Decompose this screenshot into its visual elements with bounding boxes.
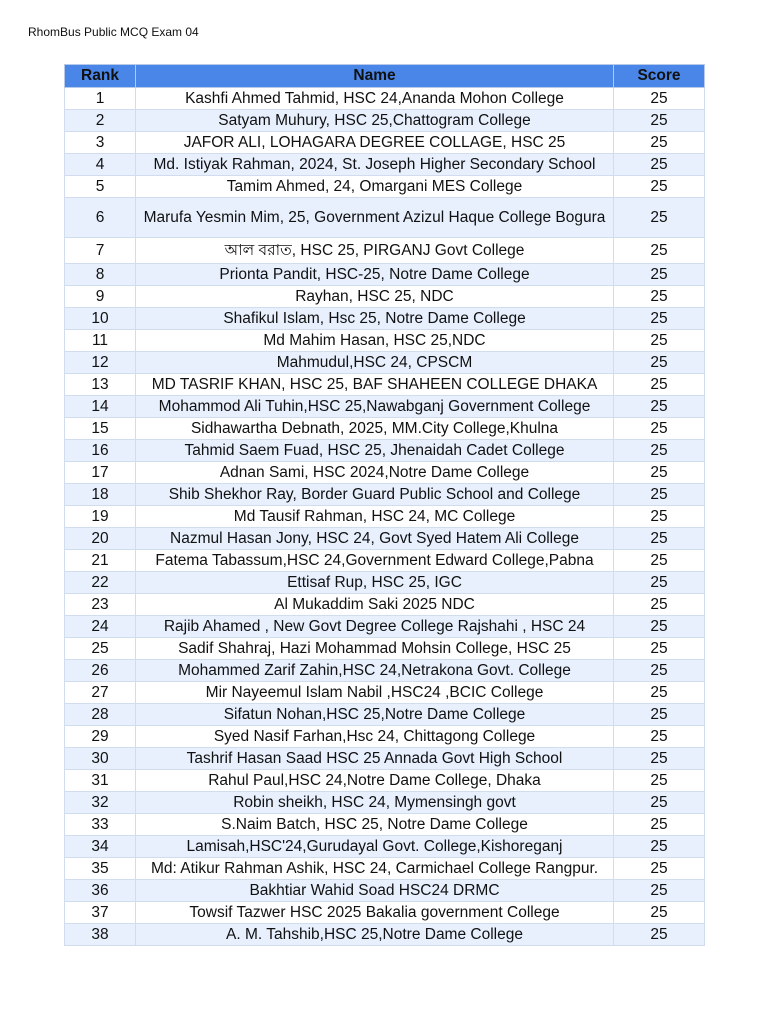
table-row: [65, 748, 705, 770]
score-cell: 25: [614, 770, 705, 792]
score-cell: 25: [614, 462, 705, 484]
table-row: [65, 264, 705, 286]
table-row: [65, 836, 705, 858]
score-cell: 25: [614, 638, 705, 660]
name-cell: Sidhawartha Debnath, 2025, MM.City College,Khulna: [136, 418, 614, 440]
name-cell: Nazmul Hasan Jony, HSC 24, Govt Syed Hatem Ali College: [136, 528, 614, 550]
name-cell: Towsif Tazwer HSC 2025 Bakalia government College: [136, 902, 614, 924]
score-cell: 25: [614, 484, 705, 506]
rank-cell: 12: [65, 352, 136, 374]
name-cell: Kashfi Ahmed Tahmid, HSC 24,Ananda Mohon College: [136, 88, 614, 110]
name-cell: Md Mahim Hasan, HSC 25,NDC: [136, 330, 614, 352]
table-row: [65, 858, 705, 880]
rank-cell: 14: [65, 396, 136, 418]
name-cell: Fatema Tabassum,HSC 24,Government Edward College,Pabna: [136, 550, 614, 572]
score-cell: 25: [614, 924, 705, 946]
name-cell: JAFOR ALI, LOHAGARA DEGREE COLLAGE, HSC 25: [136, 132, 614, 154]
table-header-row: [65, 65, 705, 88]
score-cell: 25: [614, 330, 705, 352]
score-cell: 25: [614, 440, 705, 462]
rank-cell: 32: [65, 792, 136, 814]
name-cell: Mohammod Ali Tuhin,HSC 25,Nawabganj Government College: [136, 396, 614, 418]
rank-cell: 28: [65, 704, 136, 726]
score-cell: 25: [614, 594, 705, 616]
name-cell: Md: Atikur Rahman Ashik, HSC 24, Carmichael College Rangpur.: [136, 858, 614, 880]
score-cell: 25: [614, 88, 705, 110]
column-header-score: Score: [614, 65, 705, 88]
name-cell: Md Tausif Rahman, HSC 24, MC College: [136, 506, 614, 528]
name-cell: Rayhan, HSC 25, NDC: [136, 286, 614, 308]
rank-cell: 21: [65, 550, 136, 572]
table-row: [65, 616, 705, 638]
rank-cell: 33: [65, 814, 136, 836]
rank-cell: 31: [65, 770, 136, 792]
rank-cell: 34: [65, 836, 136, 858]
rank-cell: 19: [65, 506, 136, 528]
rank-cell: 5: [65, 176, 136, 198]
table-row: [65, 704, 705, 726]
table-row: [65, 88, 705, 110]
name-cell: Shib Shekhor Ray, Border Guard Public School and College: [136, 484, 614, 506]
table-row: [65, 660, 705, 682]
name-cell: Lamisah,HSC'24,Gurudayal Govt. College,Kishoreganj: [136, 836, 614, 858]
name-cell: Syed Nasif Farhan,Hsc 24, Chittagong College: [136, 726, 614, 748]
score-cell: 25: [614, 264, 705, 286]
score-cell: 25: [614, 198, 705, 238]
rank-cell: 9: [65, 286, 136, 308]
name-cell: Rajib Ahamed , New Govt Degree College Rajshahi , HSC 24: [136, 616, 614, 638]
name-cell: Ettisaf Rup, HSC 25, IGC: [136, 572, 614, 594]
table-row: [65, 440, 705, 462]
score-cell: 25: [614, 572, 705, 594]
score-cell: 25: [614, 726, 705, 748]
score-cell: 25: [614, 396, 705, 418]
name-cell: Shafikul Islam, Hsc 25, Notre Dame College: [136, 308, 614, 330]
name-cell: S.Naim Batch, HSC 25, Notre Dame College: [136, 814, 614, 836]
results-table: [64, 64, 705, 946]
rank-cell: 26: [65, 660, 136, 682]
score-cell: 25: [614, 176, 705, 198]
table-row: [65, 506, 705, 528]
name-cell: Rahul Paul,HSC 24,Notre Dame College, Dhaka: [136, 770, 614, 792]
table-row: [65, 198, 705, 238]
score-cell: 25: [614, 836, 705, 858]
table-row: [65, 286, 705, 308]
table-row: [65, 308, 705, 330]
column-header-name: Name: [136, 65, 614, 88]
rank-cell: 8: [65, 264, 136, 286]
table-row: [65, 550, 705, 572]
score-cell: 25: [614, 748, 705, 770]
name-cell: Adnan Sami, HSC 2024,Notre Dame College: [136, 462, 614, 484]
rank-cell: 20: [65, 528, 136, 550]
document-title: RhomBus Public MCQ Exam 04: [28, 25, 199, 39]
table-row: [65, 418, 705, 440]
table-row: [65, 176, 705, 198]
name-cell: A. M. Tahshib,HSC 25,Notre Dame College: [136, 924, 614, 946]
score-cell: 25: [614, 110, 705, 132]
table-row: [65, 462, 705, 484]
score-cell: 25: [614, 660, 705, 682]
name-cell: MD TASRIF KHAN, HSC 25, BAF SHAHEEN COLLEGE DHAKA: [136, 374, 614, 396]
score-cell: 25: [614, 154, 705, 176]
table-row: [65, 880, 705, 902]
name-cell: Mir Nayeemul Islam Nabil ,HSC24 ,BCIC College: [136, 682, 614, 704]
rank-cell: 25: [65, 638, 136, 660]
score-cell: 25: [614, 308, 705, 330]
score-cell: 25: [614, 616, 705, 638]
name-cell: Al Mukaddim Saki 2025 NDC: [136, 594, 614, 616]
table-row: [65, 682, 705, 704]
name-cell: Bakhtiar Wahid Soad HSC24 DRMC: [136, 880, 614, 902]
name-cell: আল বরাত, HSC 25, PIRGANJ Govt College: [136, 238, 614, 264]
score-cell: 25: [614, 528, 705, 550]
score-cell: 25: [614, 814, 705, 836]
table-row: [65, 572, 705, 594]
score-cell: 25: [614, 704, 705, 726]
rank-cell: 27: [65, 682, 136, 704]
table-row: [65, 110, 705, 132]
table-row: [65, 352, 705, 374]
table-row: [65, 154, 705, 176]
score-cell: 25: [614, 858, 705, 880]
table-row: [65, 924, 705, 946]
name-cell: Marufa Yesmin Mim, 25, Government Azizul Haque College Bogura: [136, 198, 614, 238]
table-row: [65, 132, 705, 154]
score-cell: 25: [614, 792, 705, 814]
score-cell: 25: [614, 506, 705, 528]
score-cell: 25: [614, 902, 705, 924]
rank-cell: 35: [65, 858, 136, 880]
table-row: [65, 594, 705, 616]
score-cell: 25: [614, 880, 705, 902]
score-cell: 25: [614, 550, 705, 572]
rank-cell: 13: [65, 374, 136, 396]
table-row: [65, 374, 705, 396]
score-cell: 25: [614, 352, 705, 374]
table-row: [65, 770, 705, 792]
rank-cell: 3: [65, 132, 136, 154]
rank-cell: 18: [65, 484, 136, 506]
rank-cell: 16: [65, 440, 136, 462]
rank-cell: 6: [65, 198, 136, 238]
rank-cell: 23: [65, 594, 136, 616]
rank-cell: 24: [65, 616, 136, 638]
name-cell: Md. Istiyak Rahman, 2024, St. Joseph Higher Secondary School: [136, 154, 614, 176]
score-cell: 25: [614, 418, 705, 440]
rank-cell: 29: [65, 726, 136, 748]
rank-cell: 10: [65, 308, 136, 330]
table-row: [65, 902, 705, 924]
table-row: [65, 814, 705, 836]
rank-cell: 4: [65, 154, 136, 176]
rank-cell: 1: [65, 88, 136, 110]
table-row: [65, 396, 705, 418]
rank-cell: 30: [65, 748, 136, 770]
name-cell: Sadif Shahraj, Hazi Mohammad Mohsin College, HSC 25: [136, 638, 614, 660]
name-cell: Mahmudul,HSC 24, CPSCM: [136, 352, 614, 374]
name-cell: Tashrif Hasan Saad HSC 25 Annada Govt High School: [136, 748, 614, 770]
rank-cell: 2: [65, 110, 136, 132]
table-row: [65, 330, 705, 352]
rank-cell: 7: [65, 238, 136, 264]
name-cell: Satyam Muhury, HSC 25,Chattogram College: [136, 110, 614, 132]
rank-cell: 38: [65, 924, 136, 946]
rank-cell: 11: [65, 330, 136, 352]
name-cell: Robin sheikh, HSC 24, Mymensingh govt: [136, 792, 614, 814]
score-cell: 25: [614, 238, 705, 264]
table-row: [65, 528, 705, 550]
table-row: [65, 726, 705, 748]
table-row: [65, 238, 705, 264]
table-row: [65, 638, 705, 660]
rank-cell: 37: [65, 902, 136, 924]
table-row: [65, 792, 705, 814]
score-cell: 25: [614, 374, 705, 396]
rank-cell: 36: [65, 880, 136, 902]
name-cell: Mohammed Zarif Zahin,HSC 24,Netrakona Govt. College: [136, 660, 614, 682]
rank-cell: 22: [65, 572, 136, 594]
name-cell: Tamim Ahmed, 24, Omargani MES College: [136, 176, 614, 198]
name-cell: Sifatun Nohan,HSC 25,Notre Dame College: [136, 704, 614, 726]
name-cell: Prionta Pandit, HSC-25, Notre Dame College: [136, 264, 614, 286]
name-cell: Tahmid Saem Fuad, HSC 25, Jhenaidah Cadet College: [136, 440, 614, 462]
score-cell: 25: [614, 286, 705, 308]
score-cell: 25: [614, 132, 705, 154]
score-cell: 25: [614, 682, 705, 704]
column-header-rank: Rank: [65, 65, 136, 88]
table-row: [65, 484, 705, 506]
rank-cell: 17: [65, 462, 136, 484]
rank-cell: 15: [65, 418, 136, 440]
